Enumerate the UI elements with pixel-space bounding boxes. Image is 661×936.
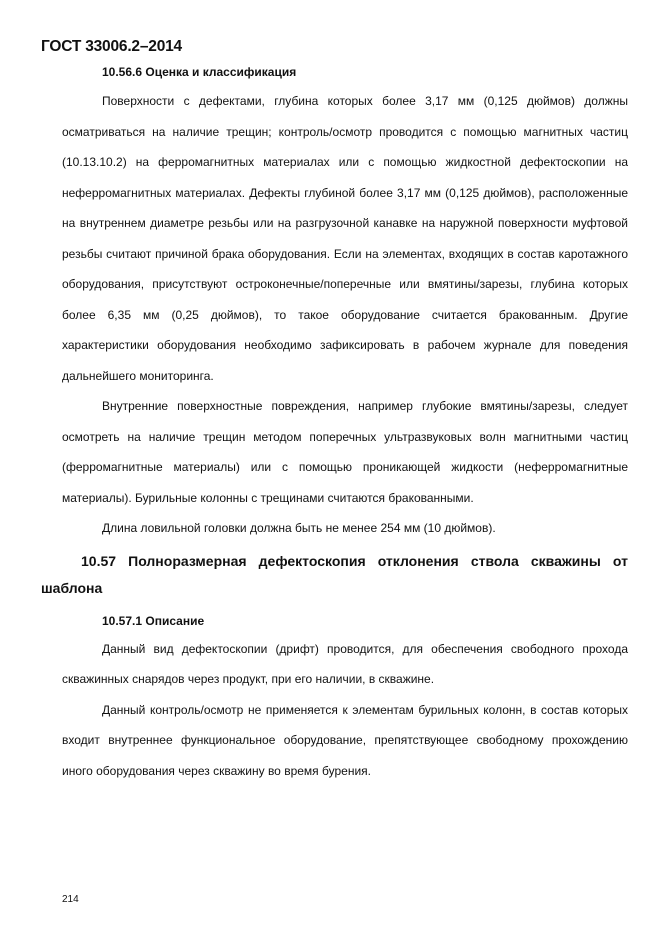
paragraph-fishing-neck-length: Длина ловильной головки должна быть не менее 254 мм (10 дюймов). [102, 521, 496, 535]
page-number: 214 [62, 894, 79, 905]
paragraph-drift-exclusion: Данный контроль/осмотр не применяется к элементам бурильных колонн, в состав которых входит внутреннее функциональное оборудование, препятствующее свободному прохождению иного оборудования через скважину во время бурения. [62, 702, 628, 778]
paragraph-internal-damage: Внутренние поверхностные повреждения, например глубокие вмятины/зарезы, следует осмотреть на наличие трещин методом поперечных ультразвуковых волн магнитными частиц (ферромагнитные материалы) или с помощью проникающей жидкости (неферромагнитные материалы). Бурильные колонны с трещинами считаются бракованными. [62, 399, 628, 505]
subsection-heading-10-56-6: 10.56.6 Оценка и классификация [102, 65, 297, 79]
paragraph-defects-assessment: Поверхности с дефектами, глубина которых более 3,17 мм (0,125 дюймов) должны осматриваться на наличие трещин; контроль/осмотр проводится с помощью магнитных частиц (10.13.10.2) на ферромагнитных материалах или с помощью жидкостной дефектоскопии на неферромагнитных материалах. Дефекты глубиной более 3,17 мм (0,125 дюймов), расположенные на внутреннем диаметре резьбы или на разгрузочной канавке на наружной поверхности муфтовой резьбы считают причиной брака оборудования. Если на элементах, входящих в состав каротажного оборудования, присутствуют остроконечные/поперечные или вмятины/зарезы, глубина которых более 6,35 мм (0,25 дюймов), то такое оборудование считается бракованным. Другие характеристики оборудования необходимо зафиксировать в рабочем журнале для поведения дальнейшего мониторинга. [62, 94, 628, 383]
paragraph-drift-description: Данный вид дефектоскопии (дрифт) проводится, для обеспечения свободного прохода скважинных снарядов через продукт, при его наличии, в скважине. [62, 641, 628, 686]
standard-code-header: ГОСТ 33006.2–2014 [41, 38, 182, 55]
page-body [41, 62, 628, 786]
section-heading-10-57: 10.57 Полноразмерная дефектоскопия отклонения ствола скважины от шаблона [41, 552, 628, 596]
subsection-heading-10-57-1: 10.57.1 Описание [102, 613, 205, 628]
